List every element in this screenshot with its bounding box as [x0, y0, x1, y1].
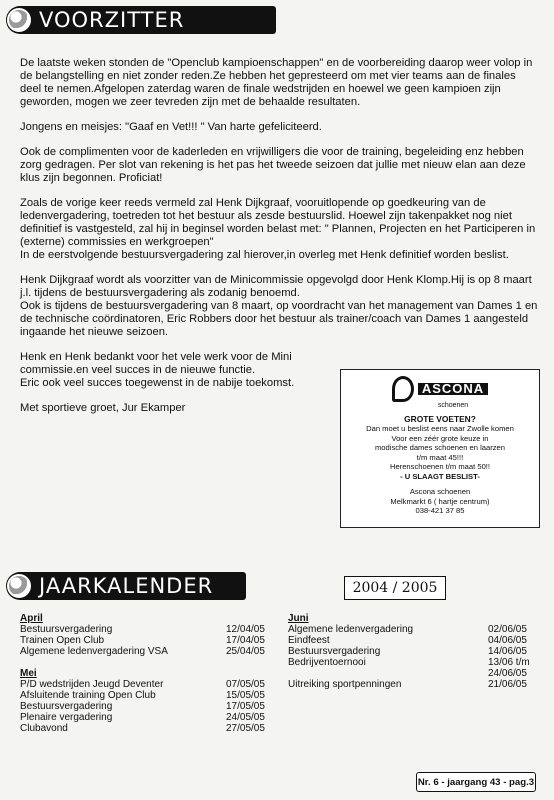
calendar-date: 04/06/05	[488, 635, 527, 646]
page-number-badge: Nr. 6 - jaargang 43 - pag.3	[416, 772, 536, 792]
calendar-title: JAARKALENDER	[39, 574, 214, 598]
article-paragraph: Henk Dijkgraaf wordt als voorzitter van de Minicommissie opgevolgd door Henk Klomp.Hij is op 8 maart j.l. tijdens de bestuursvergadering als zodanig benoemd. Ook is tijdens de bestuursvergadering van 8 maart, op voordracht van het management van Dames 1 en de technische coördinatoren, Eric Robbers door het bestuur als trainer/coach van Dames 1 aangesteld ingaande het nieuwe seizoen.	[20, 274, 538, 338]
calendar-event: Trainen Open Club	[20, 635, 105, 646]
calendar-date: 15/05/05	[226, 690, 265, 701]
calendar-event	[288, 668, 488, 679]
calendar-row	[20, 723, 270, 734]
calendar-date: 25/04/05	[226, 646, 265, 657]
calendar-date: 24/05/05	[226, 712, 265, 723]
advert-line: GROTE VOETEN?	[404, 413, 476, 424]
calendar-date: 07/05/05	[226, 679, 265, 690]
calendar-event: Algemene ledenvergadering VSA	[20, 646, 168, 657]
calendar-row	[20, 646, 270, 657]
article-paragraph: Jongens en meisjes: "Gaaf en Vet!!! " Van harte gefeliciteerd.	[20, 121, 322, 133]
calendar-date: 17/04/05	[226, 635, 265, 646]
section-banner-jaarkalender	[6, 572, 246, 600]
calendar-row	[288, 657, 532, 668]
article-paragraph: Ook de complimenten voor de kaderleden en vrijwilligers die voor de training, begeleiding enz hebben zorg gedragen. Per slot van rekening is het pas het tweede seizoen dat jullie met nieuw elan aan deze klus zijn begonnen. Proficiat!	[20, 146, 526, 184]
advert-line: t/m maat 45!!!	[416, 452, 464, 462]
ascona-brand: ASCONA	[418, 383, 488, 395]
advert-line: Melkmarkt 6 ( hartje centrum)	[390, 496, 490, 506]
article-signature: Met sportieve groet, Jur Ekamper	[20, 402, 186, 414]
calendar-date: 24/06/05	[488, 668, 527, 679]
calendar-date: 21/06/05	[488, 679, 527, 690]
volleyball-icon	[7, 574, 31, 598]
calendar-event: Plenaire vergadering	[20, 712, 113, 723]
calendar-event: Algemene ledenvergadering	[288, 624, 414, 635]
calendar-event: Bedrijventoernooi	[288, 657, 366, 668]
calendar-row	[288, 624, 532, 635]
advert-line: 038-421 37 85	[415, 506, 465, 515]
shoe-logo-icon	[392, 376, 414, 402]
calendar-date: 27/05/05	[226, 723, 265, 734]
calendar-row	[20, 635, 270, 646]
calendar-event: Eindfeest	[288, 635, 330, 646]
section-banner-voorzitter	[6, 6, 276, 34]
calendar-spacer	[20, 657, 270, 668]
calendar-event: Uitreiking sportpenningen	[288, 679, 402, 690]
season-label: 2004 / 2005	[344, 576, 446, 600]
advert-line: - U SLAAGT BESLIST-	[400, 471, 480, 481]
volleyball-icon	[7, 8, 31, 32]
calendar-event: Bestuursvergadering	[288, 646, 381, 657]
calendar-event: Bestuursvergadering	[20, 701, 113, 712]
advert-lines	[341, 415, 539, 516]
calendar-month: April	[20, 613, 43, 624]
article-paragraph: Zoals de vorige keer reeds vermeld zal Henk Dijkgraaf, vooruitlopende op goedkeuring van de ledenvergadering, toetreden tot het bestuur als zesde bestuurslid. Hoewel zijn takenpakket nog niet definitief is vastgesteld, zal hij in beginsel worden belast met: " Plannen, Projecten en het Participeren in (externe) commissies en werkgroepen" In de eerstvolgende bestuursvergadering zal hierover,in overleg met Henk definitief worden beslist.	[20, 197, 536, 261]
article-paragraph: Henk en Henk bedankt voor het vele werk voor de Mini commissie.en veel succes in de nieuwe functie. Eric ook veel succes toegewenst in de nabije toekomst.	[20, 351, 295, 389]
advert-line: Herenschoenen t/m maat 50!!	[389, 462, 491, 471]
calendar-column-left	[20, 613, 270, 734]
calendar-row	[20, 701, 270, 712]
calendar-row	[288, 635, 532, 646]
calendar-event: P/D wedstrijden Jeugd Deventer	[20, 679, 164, 690]
calendar-event: Afsluitende training Open Club	[20, 690, 156, 701]
advert-line: Voor een zéér grote keuze in	[391, 433, 489, 443]
calendar-row	[20, 690, 270, 701]
calendar-date: 17/05/05	[226, 701, 265, 712]
ascona-logo	[341, 376, 539, 402]
calendar-date: 13/06 t/m	[488, 657, 530, 668]
calendar-month: Juni	[288, 613, 309, 624]
calendar-date: 12/04/05	[226, 624, 265, 635]
calendar-row	[288, 646, 532, 657]
calendar-date: 14/06/05	[488, 646, 527, 657]
calendar-row	[288, 668, 532, 679]
ascona-brand-sub: schoenen	[437, 402, 469, 409]
calendar-row	[20, 679, 270, 690]
calendar-date: 02/06/05	[488, 624, 527, 635]
advert-line: Dan moet u beslist eens naar Zwolle komen	[366, 424, 514, 433]
article-paragraph: De laatste weken stonden de "Openclub kampioenschappen" en de voorbereiding daarop weer volop in de belangstelling en niet zonder reden.Ze hebben het gepresteerd om met vier teams aan de finales deel te nemen.Afgelopen zaterdag waren de finale wedstrijden en hoewel we geen kampioen zijn geworden, mogen we zeer tevreden zijn met de behaalde resultaten.	[20, 57, 533, 108]
advert-line: modische dames schoenen en laarzen	[374, 443, 506, 452]
calendar-month: Mei	[20, 668, 37, 679]
calendar-row	[20, 624, 270, 635]
ascona-advert	[340, 369, 540, 528]
calendar-column-right	[288, 613, 532, 690]
calendar-event: Bestuursvergadering	[20, 624, 113, 635]
calendar-event: Clubavond	[20, 723, 68, 734]
section-title: VOORZITTER	[39, 8, 185, 32]
calendar-row	[288, 679, 532, 690]
advert-line: Ascona schoenen	[409, 487, 471, 496]
calendar-row	[20, 712, 270, 723]
